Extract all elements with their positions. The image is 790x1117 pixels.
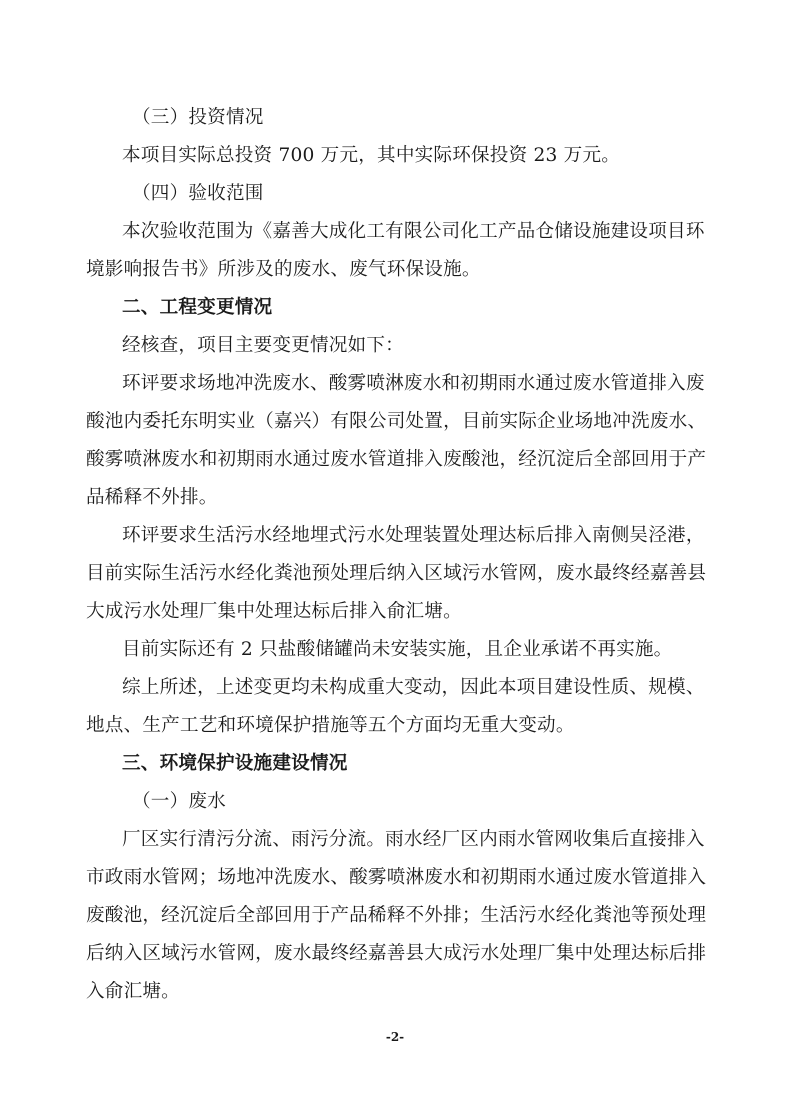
section-heading-protection: 三、环境保护设施建设情况 [122,753,348,774]
paragraph-line: 综上所述，上述变更均未构成重大变动，因此本项目建设性质、规模、 [122,677,705,698]
paragraph-line: 境影响报告书》所涉及的废水、废气环保设施。 [86,259,481,280]
paragraph-line: 酸雾喷淋废水和初期雨水通过废水管道排入废酸池，经沉淀后全部回用于产 [86,449,707,470]
paragraph-line: 本次验收范围为《嘉善大成化工有限公司化工产品仓储设施建设项目环 [122,221,705,242]
paragraph-line: 废酸池，经沉淀后全部回用于产品稀释不外排；生活污水经化粪池等预处理 [86,905,707,926]
paragraph-line: 本项目实际总投资 700 万元，其中实际环保投资 23 万元。 [122,145,621,166]
paragraph-line: 市政雨水管网；场地冲洗废水、酸雾喷淋废水和初期雨水通过废水管道排入 [86,867,707,888]
subheading-wastewater: （一）废水 [132,791,226,812]
paragraph-line: 环评要求生活污水经地埋式污水处理装置处理达标后排入南侧吴泾港， [122,525,705,546]
paragraph-line: 品稀释不外排。 [86,487,218,508]
subheading-scope: （四）验收范围 [132,183,264,204]
paragraph-line: 大成污水处理厂集中处理达标后排入俞汇塘。 [86,601,462,622]
paragraph-line: 经核查，项目主要变更情况如下： [122,335,404,356]
subheading-investment: （三）投资情况 [132,107,264,128]
paragraph-line: 酸池内委托东明实业（嘉兴）有限公司处置，目前实际企业场地冲洗废水、 [86,411,707,432]
paragraph-line: 环评要求场地冲洗废水、酸雾喷淋废水和初期雨水通过废水管道排入废 [122,373,705,394]
paragraph-line: 目前实际生活污水经化粪池预处理后纳入区域污水管网，废水最终经嘉善县 [86,563,707,584]
paragraph-line: 入俞汇塘。 [86,981,180,1002]
paragraph-line: 后纳入区域污水管网，废水最终经嘉善县大成污水处理厂集中处理达标后排 [86,943,707,964]
section-heading-changes: 二、工程变更情况 [122,297,273,318]
paragraph-line: 厂区实行清污分流、雨污分流。雨水经厂区内雨水管网收集后直接排入 [122,829,705,850]
page-number: -2- [385,1030,405,1044]
paragraph-line: 目前实际还有 2 只盐酸储罐尚未安装实施，且企业承诺不再实施。 [122,639,673,660]
paragraph-line: 地点、生产工艺和环境保护措施等五个方面均无重大变动。 [86,715,575,736]
